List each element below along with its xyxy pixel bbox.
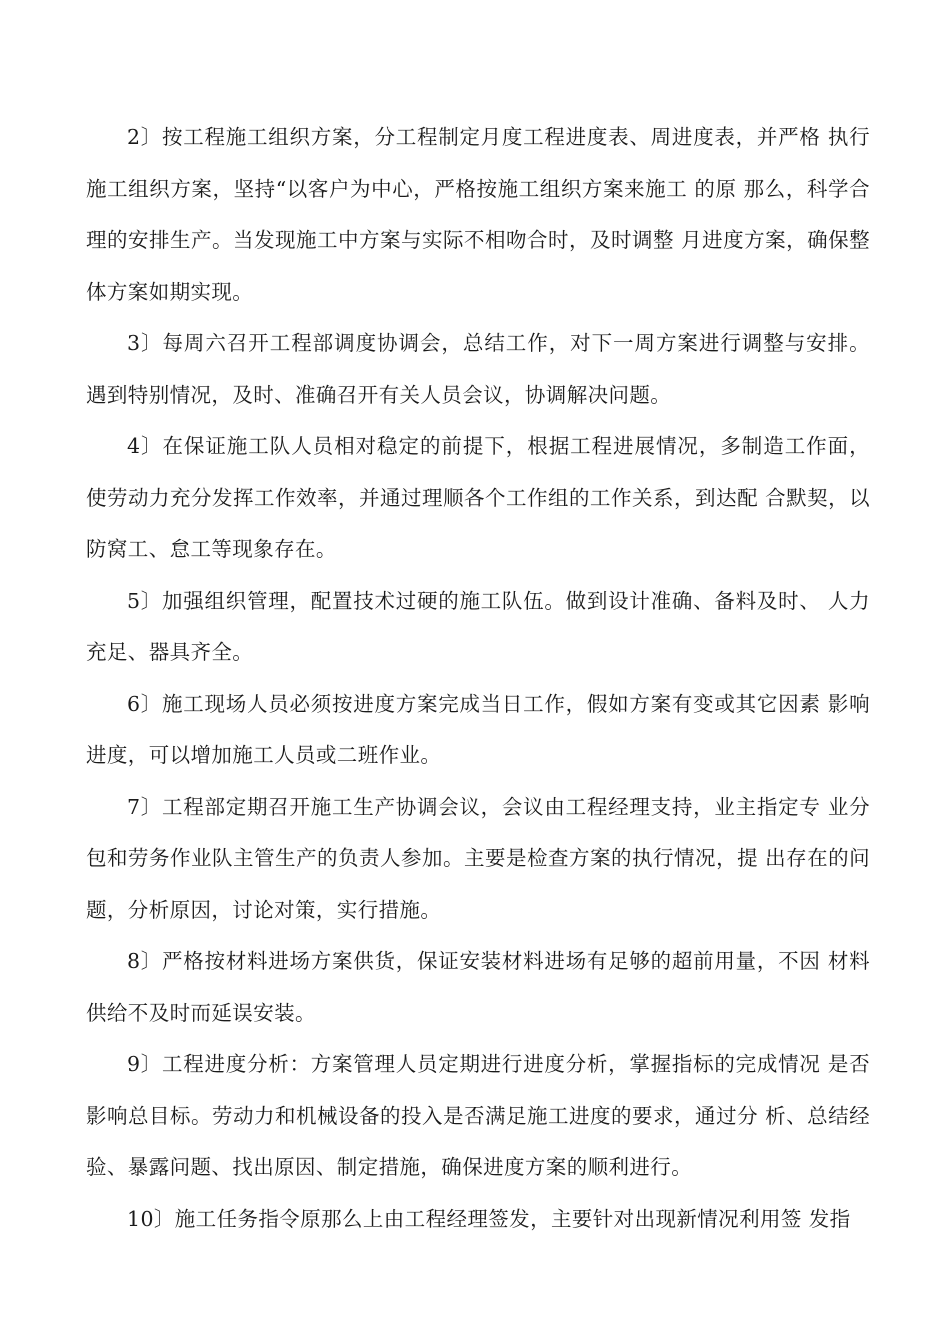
paragraph-item-10: 10〕施工任务指令原那么上由工程经理签发，主要针对出现新情况利用签 发指 [127,1206,851,1231]
paragraph-item-3: 3〕每周六召开工程部调度协调会，总结工作，对下一周方案进行调整与安排。遇到特别情况，及时、准确召开有关人员会议，协调解决问题。 [86,331,870,407]
paragraph-item-6: 6〕施工现场人员必须按进度方案完成当日工作，假如方案有变或其它因素 影响进度，可以增加施工人员或二班作业。 [86,691,870,767]
paragraph-item-4: 4〕在保证施工队人员相对稳定的前提下，根据工程进展情况，多制造工作面，使劳动力充分发挥工作效率，并通过理顺各个工作组的工作关系，到达配 合默契，以防窝工、怠工等现象存在。 [86,434,870,561]
paragraph-item-9: 9〕工程进度分析：方案管理人员定期进行进度分析，掌握指标的完成情况 是否影响总目标。劳动力和机械设备的投入是否满足施工进度的要求，通过分 析、总结经验、暴露问题、找出原因、制定措施，确保进度方案的顺利进行。 [86,1052,870,1179]
document-body [86,112,870,1245]
paragraph-item-8: 8〕严格按材料进场方案供货，保证安装材料进场有足够的超前用量，不因 材料供给不及时而延误安装。 [86,949,870,1025]
paragraph-item-7: 7〕工程部定期召开施工生产协调会议，会议由工程经理支持，业主指定专 业分包和劳务作业队主管生产的负责人参加。主要是检查方案的执行情况，提 出存在的问题，分析原因，讨论对策，实行措施。 [86,794,870,922]
paragraph-item-5: 5〕加强组织管理，配置技术过硬的施工队伍。做到设计准确、备料及时、 人力充足、器具齐全。 [86,588,870,664]
paragraph-item-2: 2〕按工程施工组织方案，分工程制定月度工程进度表、周进度表，并严格 执行施工组织方案，坚持“以客户为中心，严格按施工组织方案来施工 的原 那么，科学合理的安排生产。当发现施工中方案与实际不相吻合时，及时调整 月进度方案，确保整体方案如期实现。 [86,125,870,304]
